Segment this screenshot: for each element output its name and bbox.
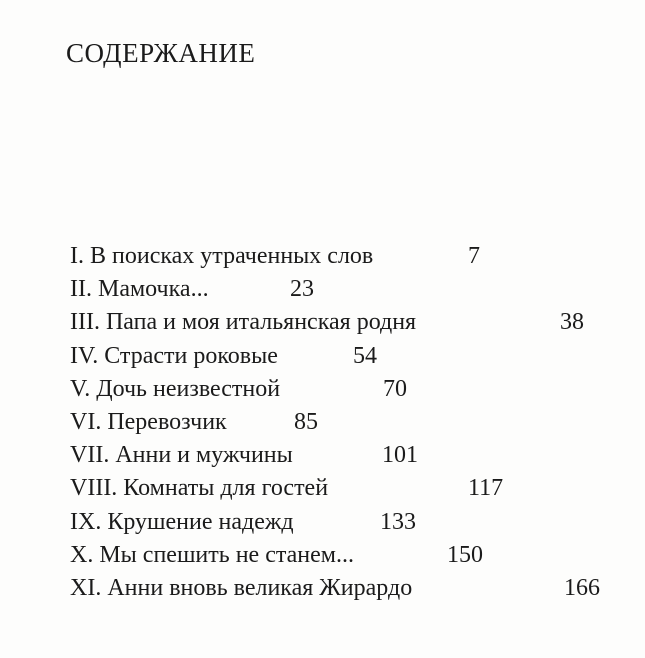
toc-page-number: 23: [290, 276, 314, 303]
toc-chapter-title: VI. Перевозчик: [70, 408, 227, 435]
toc-page-number: 166: [564, 574, 600, 601]
toc-entry: [70, 406, 630, 439]
toc-chapter-title: VII. Анни и мужчины: [70, 442, 293, 469]
toc-page-number: 150: [447, 541, 483, 568]
toc-entry: [70, 439, 630, 472]
toc-entry: [70, 572, 630, 605]
toc-chapter-title: II. Мамочка...: [70, 276, 209, 303]
toc-entry: [70, 506, 630, 539]
toc-page-number: 133: [380, 508, 416, 535]
toc-chapter-title: IV. Страсти роковые: [70, 342, 278, 369]
toc-page-number: 101: [382, 442, 418, 469]
toc-chapter-title: V. Дочь неизвестной: [70, 375, 281, 402]
toc-chapter-title: IX. Крушение надежд: [70, 508, 294, 535]
toc-entry: [70, 240, 630, 273]
page-title: СОДЕРЖАНИЕ: [66, 38, 256, 68]
toc-chapter-title: X. Мы спешить не станем...: [70, 541, 354, 568]
toc-chapter-title: I. В поисках утраченных слов: [70, 243, 374, 269]
toc-entry: [70, 373, 630, 406]
toc-entry: [70, 273, 630, 306]
toc-chapter-title: VIII. Комнаты для гостей: [70, 475, 329, 502]
toc-page-number: 70: [383, 375, 407, 402]
toc-page-number: 7: [468, 243, 480, 269]
toc-chapter-title: III. Папа и моя итальянская родня: [70, 309, 417, 336]
toc-page-number: 54: [353, 342, 377, 369]
toc-entry: [70, 340, 630, 373]
toc-entry: [70, 539, 630, 572]
toc-page-number: 85: [294, 408, 318, 435]
toc-entry: [70, 472, 630, 505]
toc-page-number: 117: [468, 475, 504, 502]
toc-entry: [70, 306, 630, 339]
toc-page-number: 38: [560, 309, 584, 336]
table-of-contents: [70, 240, 630, 605]
toc-chapter-title: XI. Анни вновь великая Жирардо: [70, 574, 413, 601]
